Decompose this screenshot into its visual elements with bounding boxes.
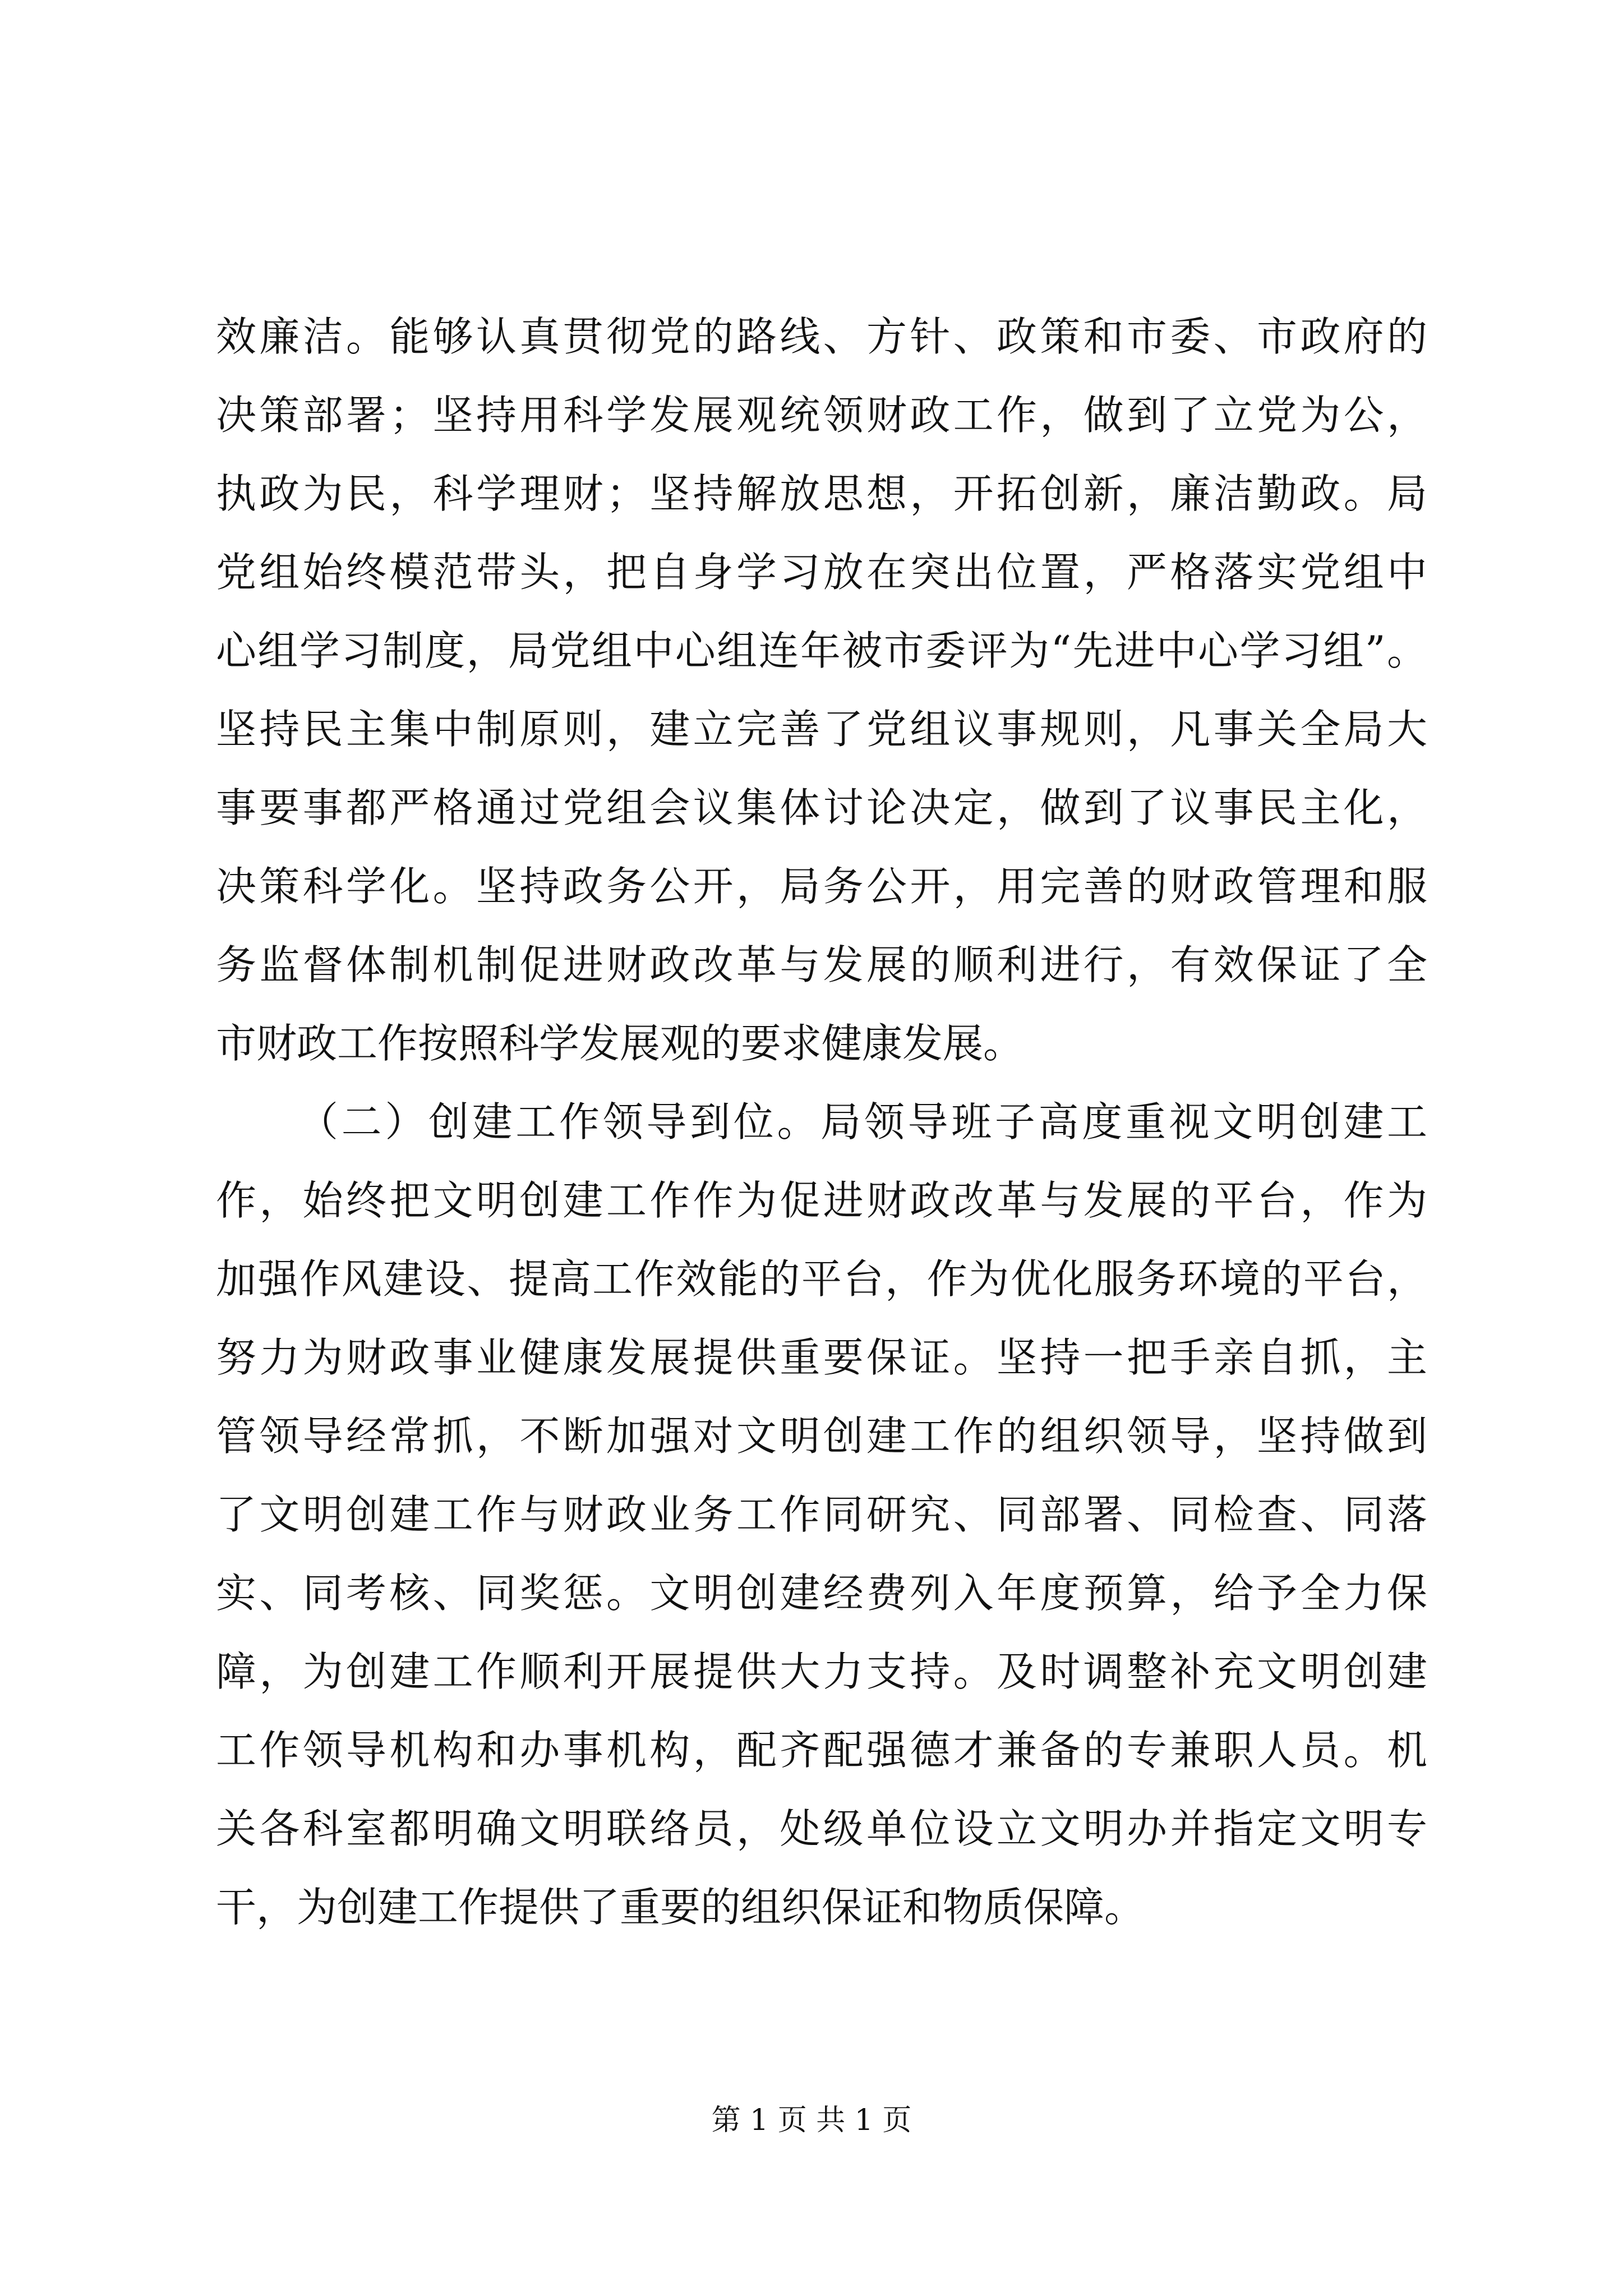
text-line: 务监督体制机制促进财政改革与发展的顺利进行，有效保证了全 bbox=[216, 941, 1427, 988]
text-line: 实、同考核、同奖惩。文明创建经费列入年度预算，给予全力保 bbox=[216, 1570, 1427, 1617]
text-line: 执政为民，科学理财；坚持解放思想，开拓创新，廉洁勤政。局 bbox=[216, 470, 1427, 517]
text-line: 党组始终模范带头，把自身学习放在突出位置，严格落实党组中 bbox=[216, 549, 1427, 596]
text-line: 坚持民主集中制原则，建立完善了党组议事规则，凡事关全局大 bbox=[216, 706, 1427, 753]
text-line: 加强作风建设、提高工作效能的平台，作为优化服务环境的平台， bbox=[216, 1255, 1427, 1303]
text-line: 决策部署；坚持用科学发展观统领财政工作，做到了立党为公， bbox=[216, 392, 1427, 439]
text-line: 了文明创建工作与财政业务工作同研究、同部署、同检查、同落 bbox=[216, 1491, 1427, 1538]
section-heading-line: （二）创建工作领导到位。局领导班子高度重视文明创建工 bbox=[298, 1098, 1427, 1145]
text-line: 心组学习制度，局党组中心组连年被市委评为“先进中心学习组”。 bbox=[216, 627, 1427, 674]
text-line: 关各科室都明确文明联络员，处级单位设立文明办并指定文明专 bbox=[216, 1805, 1427, 1852]
text-line: 作，始终把文明创建工作作为促进财政改革与发展的平台，作为 bbox=[216, 1177, 1427, 1224]
text-line: 障，为创建工作顺利开展提供大力支持。及时调整补充文明创建 bbox=[216, 1648, 1427, 1695]
text-line: 效廉洁。能够认真贯彻党的路线、方针、政策和市委、市政府的 bbox=[216, 313, 1427, 360]
text-line: 工作领导机构和办事机构，配齐配强德才兼备的专兼职人员。机 bbox=[216, 1727, 1427, 1774]
text-line: 事要事都严格通过党组会议集体讨论决定，做到了议事民主化， bbox=[216, 784, 1427, 831]
text-line: 干，为创建工作提供了重要的组织保证和物质保障。 bbox=[216, 1884, 1145, 1931]
text-line: 决策科学化。坚持政务公开，局务公开，用完善的财政管理和服 bbox=[216, 863, 1427, 910]
text-line: 管领导经常抓，不断加强对文明创建工作的组织领导，坚持做到 bbox=[216, 1412, 1427, 1460]
page-footer: 第 1 页 共 1 页 bbox=[711, 2104, 912, 2137]
text-line: 努力为财政事业健康发展提供重要保证。坚持一把手亲自抓，主 bbox=[216, 1334, 1427, 1381]
text-line: 市财政工作按照科学发展观的要求健康发展。 bbox=[216, 1020, 1024, 1067]
